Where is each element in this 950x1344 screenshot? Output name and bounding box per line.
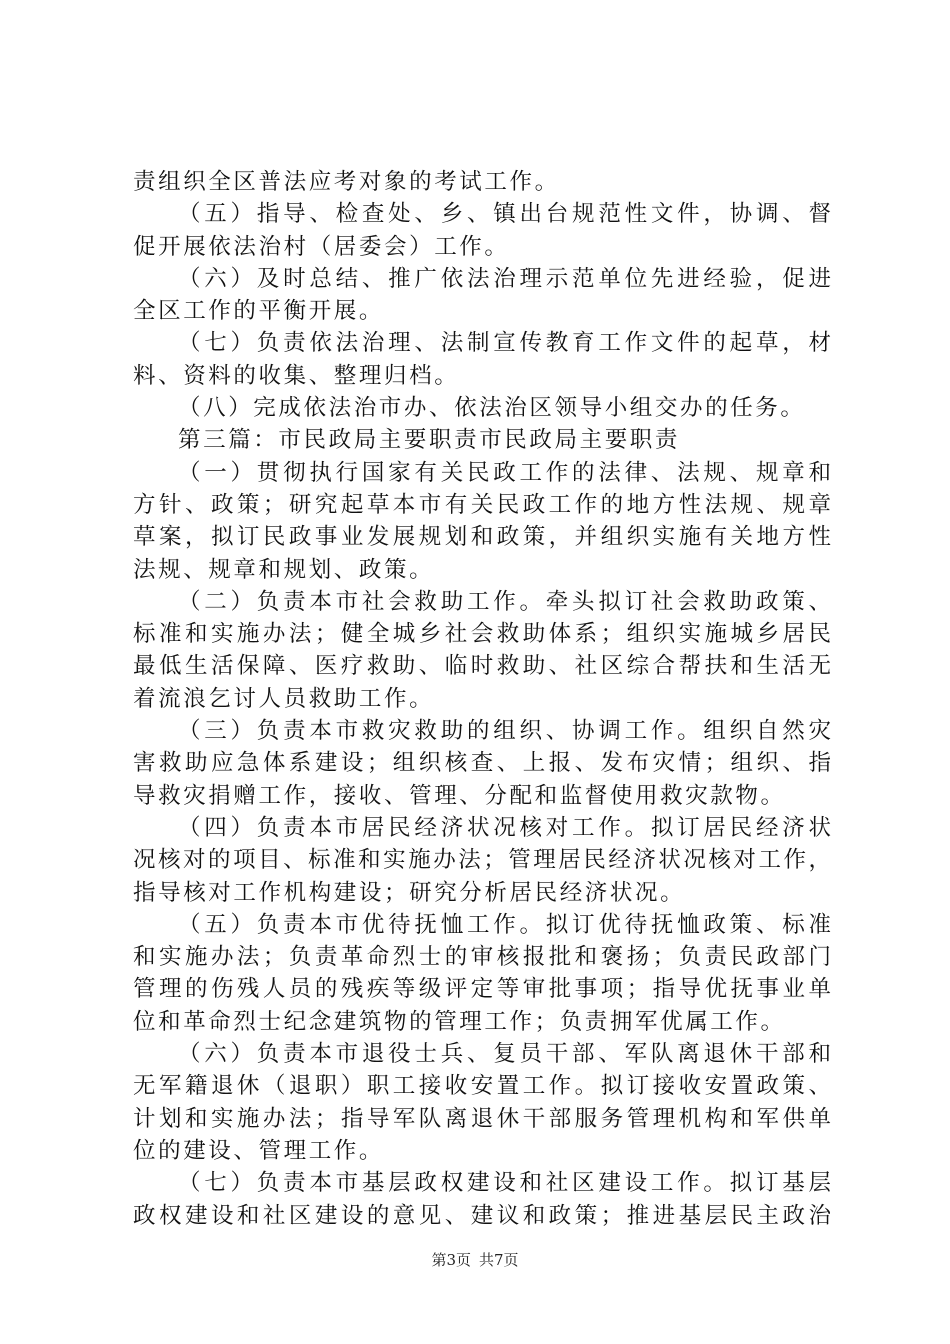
text-line: （二）负责本市社会救助工作。牵头拟订社会救助政策、 (178, 588, 831, 615)
text-line: 全区工作的平衡开展。 (133, 298, 385, 325)
text-line: 导救灾捐赠工作，接收、管理、分配和监督使用救灾款物。 (133, 782, 786, 809)
text-line: （三）负责本市救灾救助的组织、协调工作。组织自然灾 (178, 718, 831, 745)
text-line: 政权建设和社区建设的意见、建议和政策；推进基层民主政治 (133, 1202, 831, 1229)
text-line: 第三篇：市民政局主要职责市民政局主要职责 (178, 427, 681, 454)
page-footer (0, 1249, 950, 1270)
text-line: 着流浪乞讨人员救助工作。 (133, 685, 435, 712)
text-line: （六）负责本市退役士兵、复员干部、军队离退休干部和 (178, 1041, 831, 1068)
text-line: 最低生活保障、医疗救助、临时救助、社区综合帮扶和生活无 (133, 653, 831, 680)
text-line: （一）贯彻执行国家有关民政工作的法律、法规、规章和 (178, 459, 831, 486)
text-line: （七）负责本市基层政权建设和社区建设工作。拟订基层 (178, 1170, 831, 1197)
total-pages: 共7页 (479, 1251, 519, 1269)
text-line: 法规、规章和规划、政策。 (133, 556, 435, 583)
text-line: 害救助应急体系建设；组织核查、上报、发布灾情；组织、指 (133, 750, 831, 777)
text-line: 位和革命烈士纪念建筑物的管理工作；负责拥军优属工作。 (133, 1008, 786, 1035)
text-line: 无军籍退休（退职）职工接收安置工作。拟订接收安置政策、 (133, 1073, 831, 1100)
text-line: 位的建设、管理工作。 (133, 1137, 385, 1164)
page-number: 第3页 (431, 1251, 471, 1269)
text-line: 方针、政策；研究起草本市有关民政工作的地方性法规、规章 (133, 491, 831, 518)
document-body (133, 166, 831, 1232)
text-line: （五）负责本市优待抚恤工作。拟订优待抚恤政策、标准 (178, 911, 831, 938)
text-line: （四）负责本市居民经济状况核对工作。拟订居民经济状 (178, 814, 831, 841)
text-line: 草案，拟订民政事业发展规划和政策，并组织实施有关地方性 (133, 524, 831, 551)
text-line: （五）指导、检查处、乡、镇出台规范性文件，协调、督 (178, 201, 831, 228)
text-line: 计划和实施办法；指导军队离退休干部服务管理机构和军供单 (133, 1105, 831, 1132)
text-line: （八）完成依法治市办、依法治区领导小组交办的任务。 (178, 395, 806, 422)
text-line: 管理的伤残人员的残疾等级评定等审批事项；指导优抚事业单 (133, 976, 831, 1003)
text-line: 和实施办法；负责革命烈士的审核报批和褒扬；负责民政部门 (133, 944, 831, 971)
text-line: 况核对的项目、标准和实施办法；管理居民经济状况核对工作， (133, 847, 831, 874)
text-line: 指导核对工作机构建设；研究分析居民经济状况。 (133, 879, 686, 906)
text-line: 责组织全区普法应考对象的考试工作。 (133, 169, 560, 195)
text-line: 促开展依法治村（居委会）工作。 (133, 233, 510, 260)
text-line: 标准和实施办法；健全城乡社会救助体系；组织实施城乡居民 (133, 621, 831, 648)
text-line: （六）及时总结、推广依法治理示范单位先进经验，促进 (178, 265, 831, 292)
text-line: （七）负责依法治理、法制宣传教育工作文件的起草，材 (178, 330, 831, 357)
text-line: 料、资料的收集、整理归档。 (133, 362, 460, 389)
